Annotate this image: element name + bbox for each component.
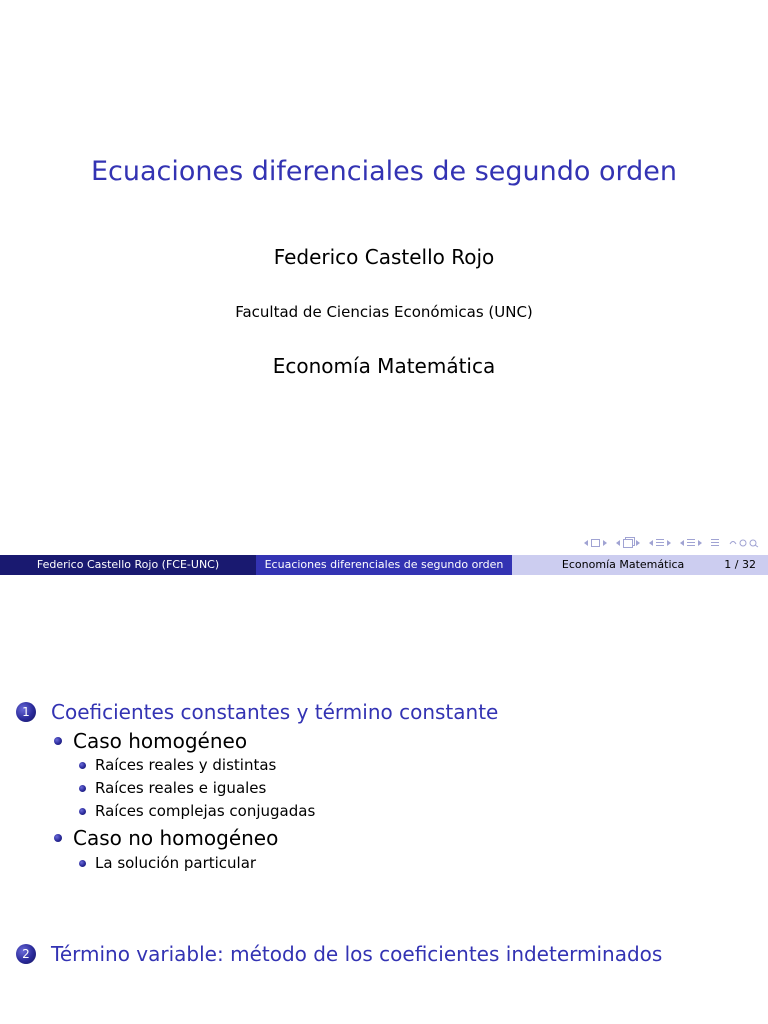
search-icon[interactable] [728,538,760,548]
frame-nav-icon[interactable] [584,539,607,547]
outline-item[interactable] [79,802,315,820]
item-label: La solución particular [95,854,257,872]
section-label: Coeficientes constantes y término constante [51,700,499,724]
presentation-title: Ecuaciones diferenciales de segundo orden [90,156,678,187]
bullet-icon [79,860,86,867]
section-label: Término variable: método de los coeficientes indeterminados [51,942,663,966]
bullet-icon [79,808,86,815]
item-label: Raíces reales e iguales [95,779,267,797]
item-label: Raíces complejas conjugadas [95,802,316,820]
section-nav-icon[interactable] [680,539,702,547]
footline-info [512,555,768,575]
course-name: Economía Matemática [272,354,496,378]
subsection-nav-icon[interactable] [616,539,640,548]
bullet-icon [54,834,62,842]
footline [0,555,768,575]
footline-title: Ecuaciones diferenciales de segundo orden [256,555,512,575]
item-label: Raíces reales y distintas [95,756,277,774]
section-nav-icon[interactable] [649,539,671,547]
page-number: 1 / 32 [724,558,756,571]
author-name: Federico Castello Rojo [273,245,495,269]
bullet-icon [54,737,62,745]
outline-item[interactable] [79,854,256,872]
bullet-icon [79,762,86,769]
outline-item[interactable] [79,756,276,774]
subsection-label: Caso homogéneo [73,729,248,753]
footline-course: Economía Matemática [561,558,685,571]
appendix-icon[interactable] [711,539,719,547]
bullet-icon [79,785,86,792]
institute-name: Facultad de Ciencias Económicas (UNC) [235,303,533,321]
outline-section-1[interactable] [16,700,498,724]
footline-author: Federico Castello Rojo (FCE-UNC) [0,555,256,575]
subsection-label: Caso no homogéneo [73,826,279,850]
navigation-symbols [584,538,760,548]
outline-subsection[interactable] [54,729,247,753]
section-number-badge: 2 [16,944,36,964]
outline-item[interactable] [79,779,266,797]
outline-subsection[interactable] [54,826,278,850]
section-number-badge: 1 [16,702,36,722]
outline-section-2[interactable] [16,942,662,966]
